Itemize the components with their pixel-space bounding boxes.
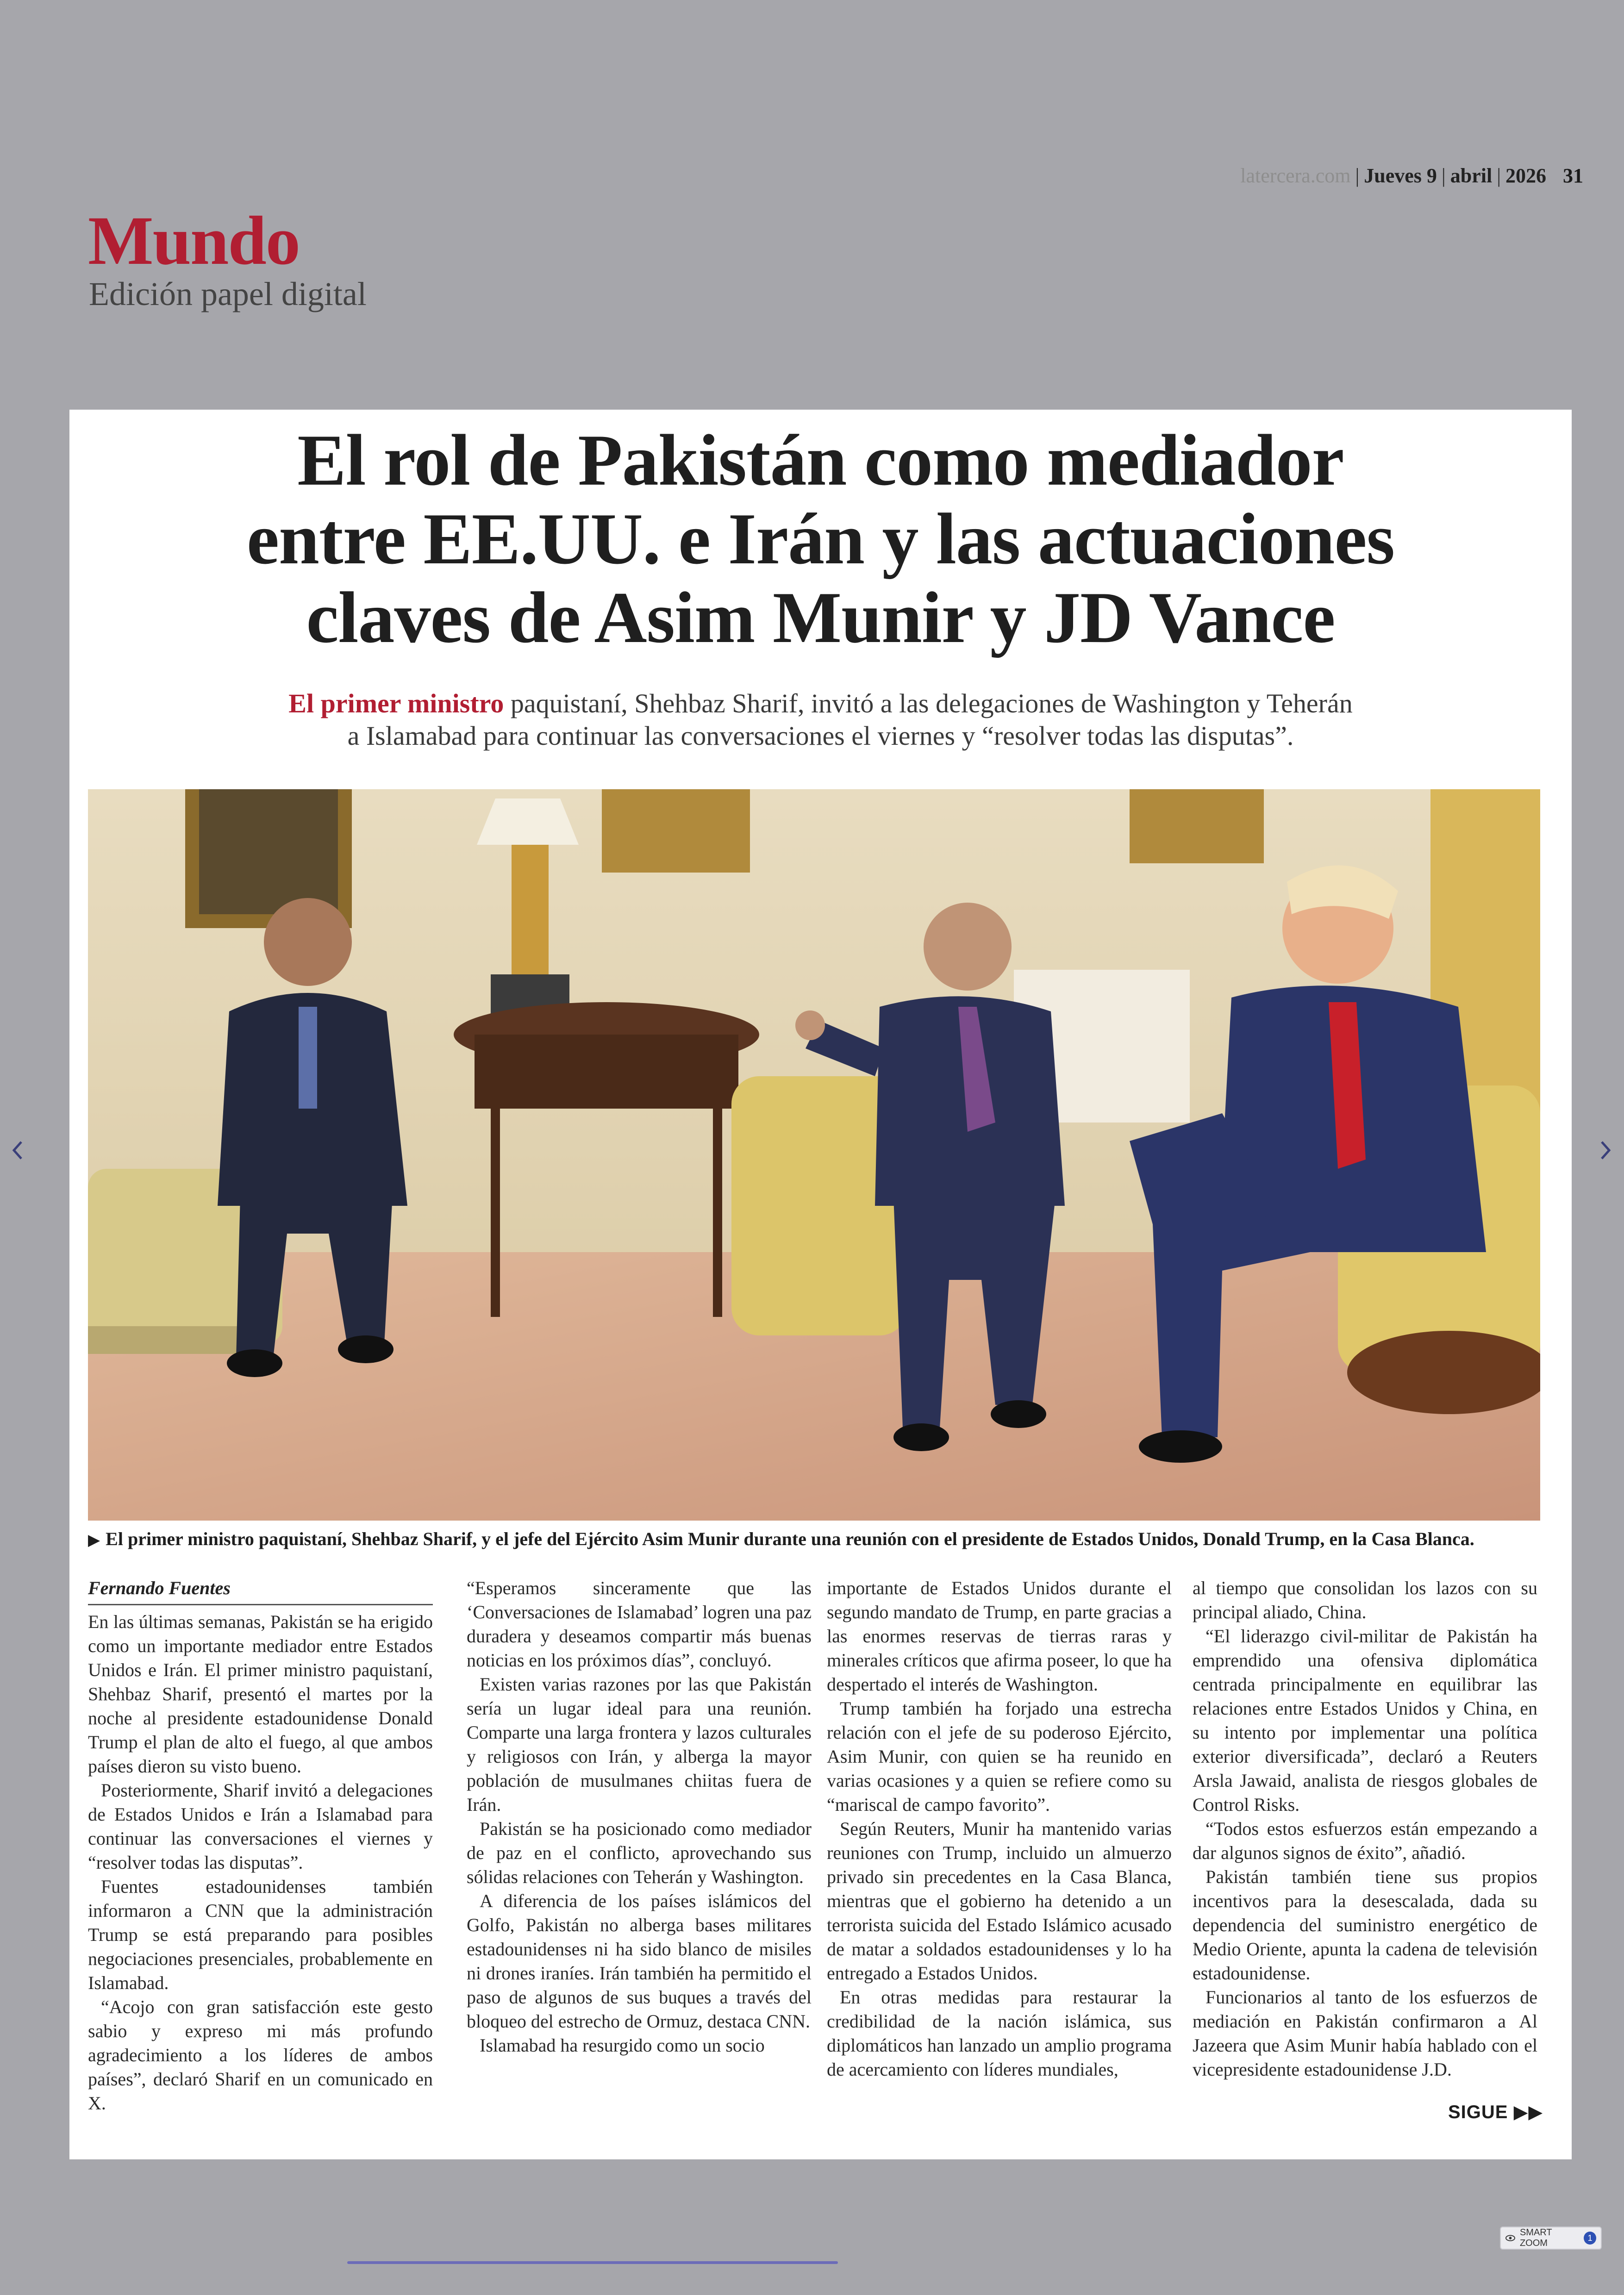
meeting-photo-illustration [88, 789, 1540, 1521]
smart-zoom-label: SMART ZOOM [1519, 2227, 1552, 2248]
page-number: 31 [1563, 164, 1583, 187]
newspaper-page[interactable] [69, 410, 1572, 2159]
paragraph: Existen varias razones por las que Pakistán sería un lugar ideal para una reunión. Comparte una larga frontera y lazos culturales y religiosos con Irán, y alberga la mayor población de musulmanes chiitas fuera de Irán. [467, 1674, 812, 1815]
caption-marker-icon: ▶ [88, 1532, 100, 1549]
issue-day: Jueves 9 [1364, 164, 1437, 187]
headline [69, 421, 1572, 657]
paragraph: importante de Estados Unidos durante el segundo mandato de Trump, en parte gracias a las enormes reservas de tierras raras y minerales críticos que afirma poseer, lo que ha despertado el interés de Washington. [827, 1578, 1172, 1695]
previous-page-button[interactable] [8, 1136, 27, 1164]
double-arrow-icon: ▶▶ [1513, 2102, 1543, 2122]
caption-text: El primer ministro paquistaní, Shehbaz Sharif, y el jefe del Ejército Asim Munir durante una reunión con el presidente de Estados Unidos, Donald Trump, en la Casa Blanca. [106, 1528, 1474, 1549]
article-column-3 [827, 1576, 1172, 2082]
photo-caption [88, 1525, 1551, 1554]
paragraph: Trump también ha forjado una estrecha relación con el jefe de su poderoso Ejército, Asim Munir, con quien se ha reunido en varias ocasiones y a quien se refiere como su “mariscal de campo favorito”. [827, 1698, 1172, 1815]
paragraph: al tiempo que consolidan los lazos con su principal aliado, China. [1193, 1578, 1537, 1622]
chevron-right-icon [1596, 1136, 1615, 1164]
reading-progress-bar[interactable] [347, 2261, 838, 2264]
article-photo [88, 789, 1540, 1521]
article-column-4 [1193, 1576, 1537, 2082]
paragraph: Pakistán también tiene sus propios incentivos para la desescalada, dada su dependencia del suministro energético de Medio Oriente, apunta la cadena de televisión estadounidense. [1193, 1866, 1537, 1983]
next-page-button[interactable] [1596, 1136, 1615, 1164]
headline-line: claves de Asim Munir y JD Vance [306, 577, 1335, 658]
chevron-left-icon [8, 1136, 27, 1164]
smart-zoom-button[interactable] [1500, 2226, 1602, 2250]
paragraph: “Todos estos esfuerzos están empezando a dar algunos signos de éxito”, añadió. [1193, 1818, 1537, 1863]
issue-month: abril [1450, 164, 1493, 187]
paragraph: Islamabad ha resurgido como un socio [480, 2035, 765, 2056]
byline: Fernando Fuentes [88, 1576, 433, 1605]
deck [162, 687, 1479, 752]
paragraph: “El liderazgo civil-militar de Pakistán ha emprendido una ofensiva diplomática centrada principalmente en equilibrar las relaciones entre Estados Unidos y China, en su intento por implementar una política exterior diversificada”, declaró a Reuters Arsla Jawaid, analista de riesgos globales de Control Risks. [1193, 1626, 1537, 1815]
eye-icon [1505, 2234, 1515, 2242]
page-meta: latercera.com | Jueves 9 | abril | 2026 31 [1148, 160, 1583, 192]
edition-label: Edición papel digital [89, 275, 367, 312]
paragraph: Según Reuters, Munir ha mantenido varias reuniones con Trump, incluido un almuerzo privado sin precedentes en la Casa Blanca, mientras que el gobierno ha detenido a un terrorista suicida del Estado Islámico acusado de matar a soldados estadounidenses y lo ha entregado a Estados Unidos. [827, 1818, 1172, 1983]
paragraph: “Acojo con gran satisfacción este gesto sabio y expreso mi más profundo agradecimiento a los líderes de ambos países”, declaró Sharif en un comunicado en X. [88, 1996, 433, 2114]
paragraph: Fuentes estadounidenses también informaron a CNN que la administración Trump se está preparando para posibles negociaciones presenciales, probablemente en Islamabad. [88, 1876, 433, 1993]
continue-label: SIGUE [1448, 2102, 1508, 2122]
deck-lead: El primer ministro [288, 688, 504, 718]
deck-text: paquistaní, Shehbaz Sharif, invitó a las delegaciones de Washington y Teherán [504, 688, 1353, 718]
paragraph: A diferencia de los países islámicos del Golfo, Pakistán no alberga bases militares estadounidenses ni ha sido blanco de misiles ni drones iraníes. Irán también ha permitido el paso de algunos de sus buques a través del bloqueo del estrecho de Ormuz, destaca CNN. [467, 1890, 812, 2032]
article-column-1 [88, 1576, 433, 2115]
paragraph: Funcionarios al tanto de los esfuerzos de mediación en Pakistán confirmaron a Al Jazeera que Asim Munir había hablado con el vicepresidente estadounidense J.D. [1193, 1987, 1537, 2080]
site-name: latercera.com [1240, 164, 1351, 187]
continue-marker [1448, 2102, 1543, 2123]
smart-zoom-badge: 1 [1584, 2232, 1596, 2245]
headline-line: entre EE.UU. e Irán y las actuaciones [246, 499, 1395, 580]
section-title: Mundo [88, 202, 300, 279]
paragraph: En las últimas semanas, Pakistán se ha erigido como un importante mediador entre Estados Unidos e Irán. El primer ministro paquistaní, Shehbaz Sharif, presentó el martes por la noche al presidente estadounidense Donald Trump el plan de alto el fuego, al que ambos países dieron su visto bueno. [88, 1611, 433, 1777]
paragraph: En otras medidas para restaurar la credibilidad de la nación islámica, sus diplomáticos han lanzado un amplio programa de acercamiento con líderes mundiales, [827, 1987, 1172, 2080]
issue-year: 2026 [1505, 164, 1546, 187]
paragraph: “Esperamos sinceramente que las ‘Conversaciones de Islamabad’ logren una paz duradera y deseamos compartir más buenas noticias en los próximos días”, concluyó. [467, 1578, 812, 1671]
paragraph: Posteriormente, Sharif invitó a delegaciones de Estados Unidos e Irán a Islamabad para continuar las conversaciones el viernes y “resolver todas las disputas”. [88, 1780, 433, 1873]
deck-text: a Islamabad para continuar las conversaciones el viernes y “resolver todas las disputas”. [347, 721, 1294, 751]
article-column-2 [467, 1576, 812, 2058]
headline-line: El rol de Pakistán como mediador [297, 420, 1344, 501]
paragraph: Pakistán se ha posicionado como mediador de paz en el conflicto, aprovechando sus sólidas relaciones con Teherán y Washington. [467, 1818, 812, 1887]
